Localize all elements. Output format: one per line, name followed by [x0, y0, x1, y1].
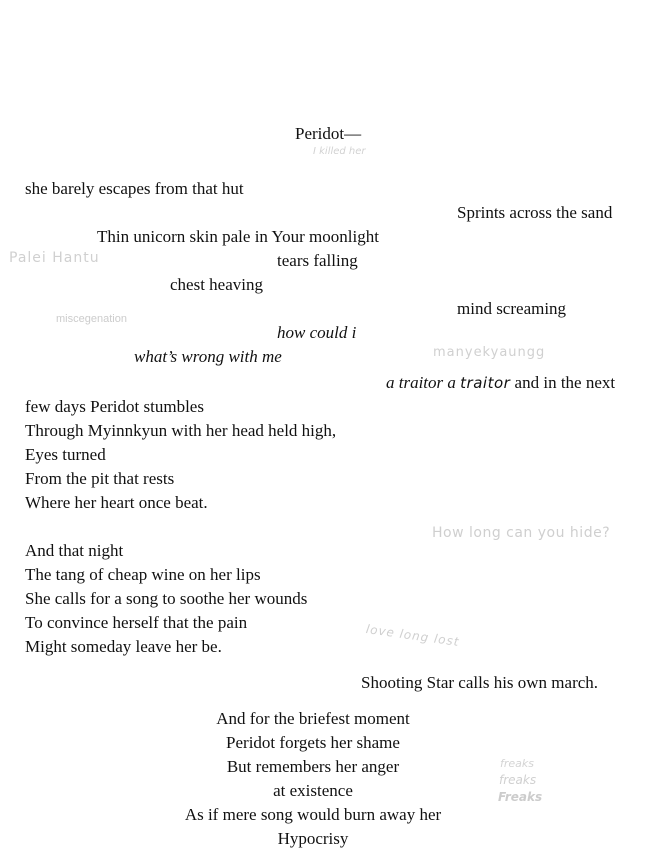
- traitor-phrase: a traitor a: [386, 373, 456, 392]
- watermark-manyekyaungg: manyekyaungg: [433, 345, 546, 360]
- watermark-miscegenation: miscegenation: [56, 313, 127, 325]
- poem-line: As if mere song would burn away her: [184, 805, 442, 824]
- watermark-love-long-lost: love long lost: [365, 622, 461, 649]
- watermark-i-killed-her: I killed her: [313, 146, 366, 157]
- watermark-freaks: freaks: [500, 757, 535, 770]
- poem-line: To convince herself that the pain: [25, 613, 248, 632]
- poem-line: Eyes turned: [25, 445, 106, 464]
- poem-line: Hypocrisy: [277, 829, 349, 848]
- watermark-freaks: freaks: [499, 773, 537, 787]
- poem-line: Where her heart once beat.: [25, 493, 208, 512]
- poem-line: And that night: [25, 541, 124, 560]
- poem-line: Through Myinnkyun with her head held high,: [25, 421, 337, 440]
- poem-line: The tang of cheap wine on her lips: [25, 565, 261, 584]
- poem-line: Peridot forgets her shame: [226, 733, 400, 752]
- poem-line: at existence: [273, 781, 353, 800]
- watermark-how-long: How long can you hide?: [432, 525, 611, 541]
- poem-line-traitor: [386, 371, 615, 395]
- next-phrase: and in the next: [514, 373, 616, 392]
- poem-line: chest heaving: [170, 275, 263, 294]
- poem-line: how could i: [277, 323, 357, 342]
- traitor-handwritten: traitor: [460, 374, 511, 392]
- watermark-freaks: Freaks: [498, 790, 543, 804]
- poem-line: Shooting Star calls his own march.: [361, 673, 599, 692]
- poem-line: tears falling: [277, 251, 358, 270]
- poem-line: She calls for a song to soothe her wounds: [25, 589, 308, 608]
- poem-line: And for the briefest moment: [216, 709, 410, 728]
- poem-line: mind screaming: [457, 299, 567, 318]
- watermark-palei-hantu: Palei Hantu: [9, 250, 100, 266]
- poem-line: Sprints across the sand: [457, 203, 613, 222]
- poem-line: Might someday leave her be.: [25, 637, 222, 656]
- poem-line: what’s wrong with me: [134, 347, 282, 366]
- poem-line: few days Peridot stumbles: [25, 397, 204, 416]
- poem-line: From the pit that rests: [25, 469, 175, 488]
- poem-line: Thin unicorn skin pale in Your moonlight: [97, 227, 379, 246]
- poem-line: But remembers her anger: [226, 757, 400, 776]
- poem-line: she barely escapes from that hut: [25, 179, 244, 198]
- poem-title: Peridot—: [295, 124, 362, 143]
